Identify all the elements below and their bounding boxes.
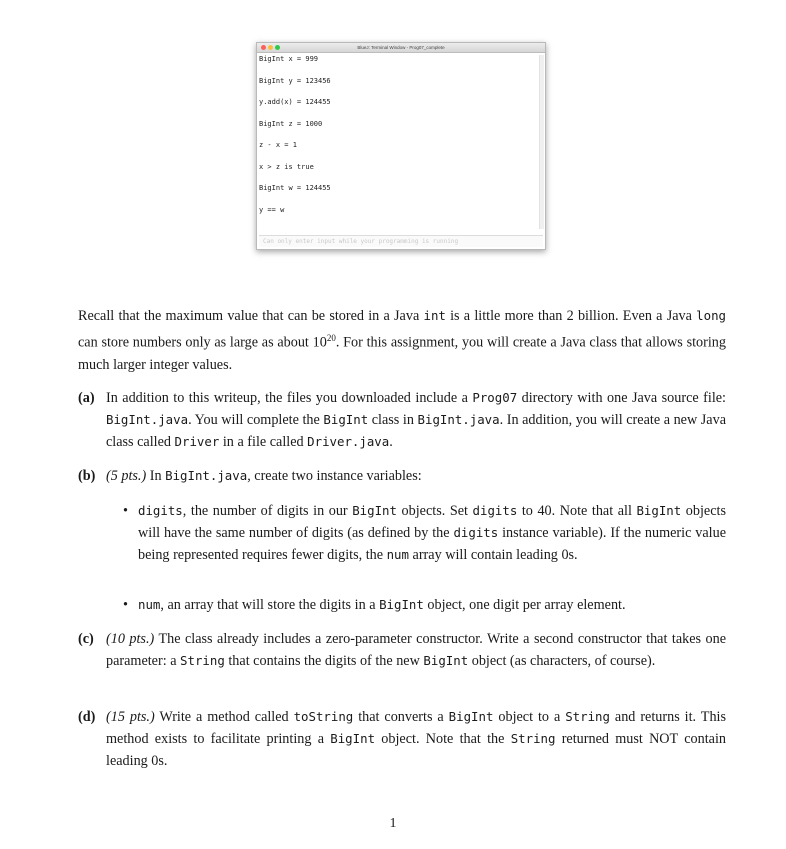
- terminal-title: BlueJ: Terminal Window - Prog07_complete: [357, 45, 445, 50]
- terminal-line: BigInt y = 123456: [259, 77, 331, 85]
- terminal-line: x > z is true: [259, 163, 314, 171]
- terminal-line: y.add(x) = 124455: [259, 98, 331, 106]
- terminal-line: z - x = 1: [259, 141, 297, 149]
- item-d: (d) (15 pts.) Write a method called toString that converts a BigInt object to a String and returns it. This method exists to facilitate printing a BigInt object. Note that the String returned must NOT contain leading 0s.: [78, 706, 726, 772]
- bullet-icon: •: [123, 503, 128, 519]
- item-a: (a) In addition to this writeup, the files you downloaded include a Prog07 directory with one Java source file: BigInt.java. You will complete the BigInt class in BigInt.java. In addition, you will create a new Java class called Driver in a file called Driver.java.: [78, 387, 726, 453]
- bullet-num: • num, an array that will store the digits in a BigInt object, one digit per array element.: [123, 594, 726, 616]
- page-number: 1: [389, 816, 397, 831]
- terminal-line: BigInt x = 999: [259, 55, 319, 63]
- terminal-scrollbar[interactable]: [539, 55, 544, 229]
- item-label: (c): [78, 631, 94, 647]
- terminal-input-field[interactable]: Can only enter input while your programming is running: [259, 235, 543, 247]
- item-b: (b) (5 pts.) In BigInt.java, create two instance variables:: [78, 465, 726, 487]
- item-label: (b): [78, 468, 96, 484]
- terminal-line: BigInt z = 1000: [259, 120, 323, 128]
- item-label: (a): [78, 390, 95, 406]
- intro-paragraph: Recall that the maximum value that can be stored in a Java int is a little more than 2 billion. Even a Java long can store numbers only as large as about $10^{20}$. For this assignment, you will create a Java class that allows storing much larger integer values.: [78, 308, 726, 373]
- item-label: (d): [78, 709, 96, 725]
- terminal-line: BigInt w = 124455: [259, 184, 331, 192]
- bullet-icon: •: [123, 597, 128, 613]
- item-c: (c) (10 pts.) The class already includes a zero-parameter constructor. Write a second constructor that takes one parameter: a String that contains the digits of the new BigInt object (as characters, of course).: [78, 628, 726, 672]
- terminal-title-bar: [257, 43, 545, 53]
- terminal-line: y == w: [259, 206, 285, 214]
- bullet-digits: • digits, the number of digits in our BigInt objects. Set digits to 40. Note that all BigInt objects will have the same number of digits (as defined by the digits instance variable). If the numeric value being represented requires fewer digits, the num array will contain leading 0s.: [123, 500, 726, 566]
- terminal-window: [256, 42, 546, 250]
- terminal-output: [257, 53, 539, 231]
